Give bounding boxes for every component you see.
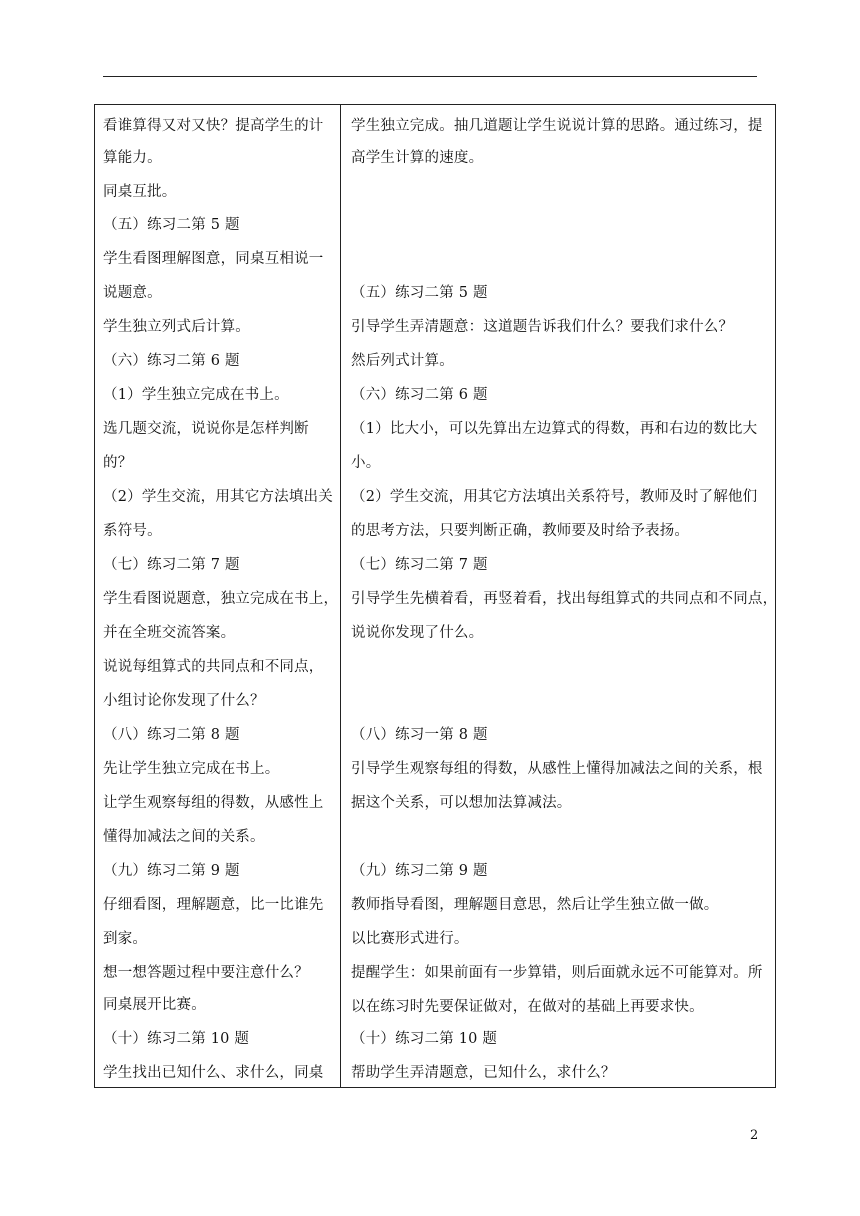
left_column-line: （2）学生交流，用其它方法填出关 bbox=[103, 489, 333, 505]
left_column-line: （十）练习二第 10 题 bbox=[103, 1031, 250, 1047]
right_column-line: 提醒学生：如果前面有一步算错，则后面就永远不可能算对。所 bbox=[351, 965, 763, 981]
left_column-line: （1）学生独立完成在书上。 bbox=[103, 387, 289, 403]
right_column-line: 高学生计算的速度。 bbox=[351, 150, 484, 166]
right_column-line: 以比赛形式进行。 bbox=[351, 931, 469, 947]
right_column-line: 小。 bbox=[351, 455, 381, 471]
right_column-line: 教师指导看图，理解题目意思，然后让学生独立做一做。 bbox=[351, 897, 719, 913]
left_column-line: （五）练习二第 5 题 bbox=[103, 217, 240, 233]
lesson-table bbox=[94, 104, 776, 1088]
left_column-line: 同桌互批。 bbox=[103, 184, 177, 200]
page-number: 2 bbox=[750, 1128, 759, 1143]
right_column-line: 引导学生观察每组的得数，从感性上懂得加减法之间的关系，根 bbox=[351, 761, 763, 777]
left_column-line: 学生看图说题意，独立完成在书上， bbox=[103, 591, 339, 607]
left_column-line: 看谁算得又对又快？提高学生的计 bbox=[103, 118, 324, 134]
right_column-line: 学生独立完成。抽几道题让学生说说计算的思路。通过练习，提 bbox=[351, 118, 763, 134]
left_column-line: 说题意。 bbox=[103, 285, 162, 301]
right_column-line: （1）比大小，可以先算出左边算式的得数，再和右边的数比大 bbox=[351, 421, 758, 437]
right_column-line: （五）练习二第 5 题 bbox=[351, 285, 488, 301]
left_column-line: 学生独立列式后计算。 bbox=[103, 319, 250, 335]
left_column-line: 系符号。 bbox=[103, 523, 162, 539]
right_column-line: 帮助学生弄清题意，已知什么，求什么？ bbox=[351, 1065, 616, 1081]
left_column-line: 并在全班交流答案。 bbox=[103, 625, 236, 641]
right_column-line: 引导学生弄清题意：这道题告诉我们什么？要我们求什么？ bbox=[351, 319, 734, 335]
left_column-line: （六）练习二第 6 题 bbox=[103, 353, 240, 369]
left_column-line: 说说每组算式的共同点和不同点， bbox=[103, 659, 324, 675]
left_column-line: 学生找出已知什么、求什么，同桌 bbox=[103, 1065, 324, 1081]
right_column-line: （七）练习二第 7 题 bbox=[351, 557, 488, 573]
teacher-guidance-cell bbox=[343, 105, 778, 1087]
right_column-line: 的思考方法，只要判断正确，教师要及时给予表扬。 bbox=[351, 523, 690, 539]
left_column-line: （九）练习二第 9 题 bbox=[103, 863, 240, 879]
left_column-line: 选几题交流，说说你是怎样判断 bbox=[103, 421, 309, 437]
left_column-line: 小组讨论你发现了什么？ bbox=[103, 693, 265, 709]
left_column-line: 仔细看图，理解题意，比一比谁先 bbox=[103, 897, 324, 913]
left_column-line: （八）练习二第 8 题 bbox=[103, 727, 240, 743]
left_column-line: 想一想答题过程中要注意什么？ bbox=[103, 965, 309, 981]
left_column-line: 到家。 bbox=[103, 931, 148, 947]
left_column-line: 先让学生独立完成在书上。 bbox=[103, 761, 280, 777]
right_column-line: 以在练习时先要保证做对，在做对的基础上再要求快。 bbox=[351, 999, 704, 1015]
left_column-line: 学生看图理解图意，同桌互相说一 bbox=[103, 251, 324, 267]
right_column-line: （六）练习二第 6 题 bbox=[351, 387, 488, 403]
right_column-line: 说说你发现了什么。 bbox=[351, 625, 484, 641]
right_column-line: （2）学生交流，用其它方法填出关系符号，教师及时了解他们 bbox=[351, 489, 758, 505]
right_column-line: （八）练习一第 8 题 bbox=[351, 727, 488, 743]
right_column-line: 然后列式计算。 bbox=[351, 353, 454, 369]
header-rule bbox=[103, 76, 757, 77]
right_column-line: 引导学生先横着看，再竖着看，找出每组算式的共同点和不同点， bbox=[351, 591, 778, 607]
left_column-line: 懂得加减法之间的关系。 bbox=[103, 829, 265, 845]
right_column-line: 据这个关系，可以想加法算减法。 bbox=[351, 795, 572, 811]
right_column-line: （十）练习二第 10 题 bbox=[351, 1031, 498, 1047]
left_column-line: 同桌展开比赛。 bbox=[103, 997, 206, 1013]
left_column-line: 算能力。 bbox=[103, 150, 162, 166]
left_column-line: 让学生观察每组的得数，从感性上 bbox=[103, 795, 324, 811]
right_column-line: （九）练习二第 9 题 bbox=[351, 863, 488, 879]
column-divider bbox=[340, 105, 341, 1087]
left_column-line: 的？ bbox=[103, 455, 133, 471]
student-activity-cell bbox=[95, 105, 340, 1087]
left_column-line: （七）练习二第 7 题 bbox=[103, 557, 240, 573]
